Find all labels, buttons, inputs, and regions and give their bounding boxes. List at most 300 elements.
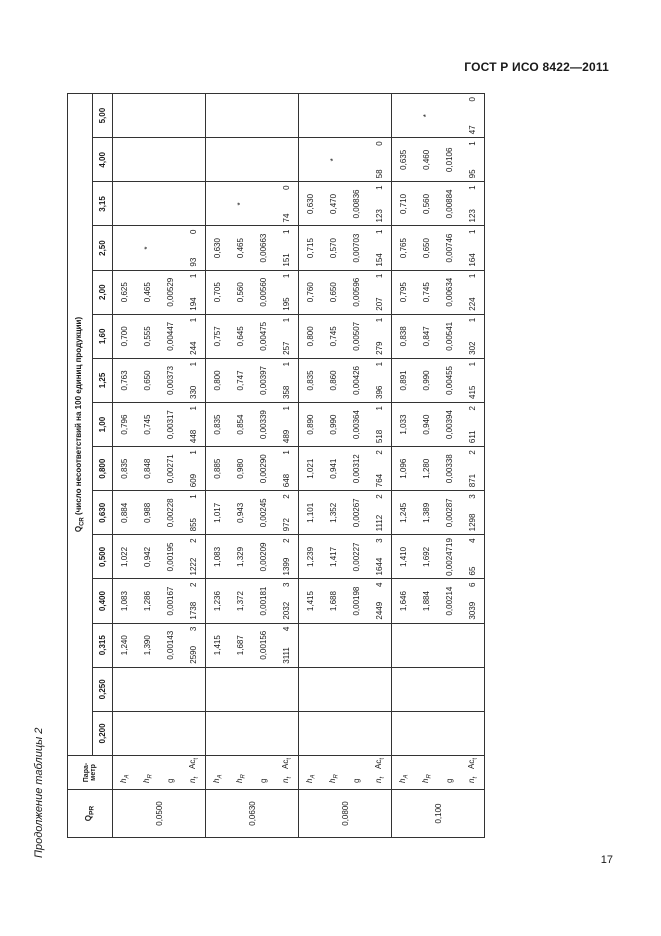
table-row	[113, 94, 137, 838]
hR-cell	[229, 138, 252, 182]
hR-cell: 1,390	[136, 623, 159, 667]
nt-cell	[182, 270, 206, 314]
column-header: 0,630	[93, 491, 113, 535]
qpr-value: 0,0800	[299, 790, 392, 838]
nt-cell	[461, 138, 485, 182]
ac-value: 1	[468, 229, 477, 234]
ac-value: 2	[282, 494, 291, 499]
hA-cell	[113, 182, 137, 226]
g-cell: 0,00198	[345, 579, 368, 623]
nt-cell	[368, 447, 392, 491]
hA-cell: 0,625	[113, 270, 137, 314]
hA-cell: 0,760	[299, 270, 323, 314]
hA-cell: 0,757	[206, 314, 230, 358]
table-row	[275, 94, 299, 838]
table-row	[368, 94, 392, 838]
hR-cell: 1,280	[415, 447, 438, 491]
nt-value: 47	[468, 125, 477, 135]
param-label: $n_t$ $Ac_t$	[182, 756, 206, 790]
hR-cell: 1,372	[229, 579, 252, 623]
column-header: 0,250	[93, 667, 113, 711]
g-cell	[345, 138, 368, 182]
nt-cell	[182, 711, 206, 755]
hA-cell: 0,700	[113, 314, 137, 358]
ac-value: 1	[468, 361, 477, 367]
nt-value: 764	[375, 473, 384, 488]
hR-cell: 0,847	[415, 314, 438, 358]
g-cell	[252, 711, 275, 755]
g-cell: 0,00167	[159, 579, 182, 623]
table-row	[206, 94, 230, 838]
g-cell: 0,00245	[252, 491, 275, 535]
nt-cell	[275, 403, 299, 447]
nt-value: 195	[282, 297, 291, 311]
table-row	[159, 94, 182, 838]
nt-cell	[368, 182, 392, 226]
nt-cell	[461, 226, 485, 270]
nt-value: 302	[468, 341, 477, 355]
hR-cell	[136, 182, 159, 226]
ac-value: 1	[375, 229, 384, 234]
nt-value: 164	[468, 253, 477, 267]
nt-value: 396	[375, 385, 384, 399]
ac-value: 1	[189, 406, 198, 411]
nt-cell	[461, 491, 485, 535]
nt-cell	[182, 535, 206, 579]
nt-cell	[368, 403, 392, 447]
ac-value: 2	[189, 538, 198, 543]
nt-value: 1738	[189, 601, 198, 620]
nt-cell	[275, 667, 299, 711]
rotated-table-container	[67, 93, 581, 838]
qcr-header: $Q_{CR}$ (число несоответствий на 100 единиц продукции)	[68, 94, 93, 756]
g-cell: 0,00312	[345, 447, 368, 491]
hR-cell	[322, 667, 345, 711]
hR-cell: 0,745	[136, 403, 159, 447]
hR-cell: 0,940	[415, 403, 438, 447]
nt-value: 330	[189, 385, 198, 399]
g-cell: 0,00339	[252, 403, 275, 447]
table-row	[345, 94, 368, 838]
data-table	[67, 93, 485, 838]
ac-value: 4	[375, 582, 384, 587]
nt-cell	[368, 711, 392, 755]
hA-cell: 1,096	[392, 447, 416, 491]
nt-value: 448	[189, 429, 198, 444]
hA-cell: 0,795	[392, 270, 416, 314]
hR-cell: 0,942	[136, 535, 159, 579]
nt-value: 65	[468, 566, 477, 576]
table-row	[299, 94, 323, 838]
param-label: $h_R$	[229, 756, 252, 790]
hA-cell	[113, 94, 137, 138]
hA-cell: 1,415	[206, 623, 230, 667]
hA-cell: 0,800	[299, 314, 323, 358]
ac-value: 1	[189, 494, 198, 499]
column-header: 0,500	[93, 535, 113, 579]
hA-cell	[299, 138, 323, 182]
param-label: $n_t$ $Ac_t$	[275, 756, 299, 790]
hR-cell: 0,460	[415, 138, 438, 182]
hA-cell: 0,796	[113, 403, 137, 447]
hA-cell: 0,630	[299, 182, 323, 226]
column-header: 0,315	[93, 623, 113, 667]
hA-cell: 1,410	[392, 535, 416, 579]
g-cell: 0,00214	[438, 579, 461, 623]
nt-value: 2032	[282, 601, 291, 620]
ac-value: 1	[375, 185, 384, 190]
nt-cell	[461, 358, 485, 402]
nt-cell	[182, 403, 206, 447]
hR-cell	[415, 623, 438, 667]
nt-value: 855	[189, 518, 198, 532]
hA-cell	[206, 138, 230, 182]
g-cell: 0,00426	[345, 358, 368, 402]
g-cell	[252, 182, 275, 226]
hR-cell: 0,941	[322, 447, 345, 491]
page-number: 17	[600, 854, 613, 866]
g-cell: 0,00317	[159, 403, 182, 447]
hA-cell: 0,835	[113, 447, 137, 491]
g-cell: 0,00290	[252, 447, 275, 491]
nt-cell	[461, 182, 485, 226]
hR-cell: 0,470	[322, 182, 345, 226]
ac-value: 1	[282, 273, 291, 279]
hA-cell	[206, 182, 230, 226]
table-row	[322, 94, 345, 838]
g-cell	[159, 138, 182, 182]
param-label: $h_R$	[136, 756, 159, 790]
g-cell: 0,00836	[345, 182, 368, 226]
column-header: 1,60	[93, 314, 113, 358]
param-label: $h_A$	[206, 756, 230, 790]
hR-cell	[415, 711, 438, 755]
hR-cell: 1,417	[322, 535, 345, 579]
hR-cell: 0,555	[136, 314, 159, 358]
param-header: Пара- метр	[68, 756, 113, 790]
nt-value: 93	[189, 257, 198, 267]
param-label: $h_A$	[113, 756, 137, 790]
ac-value: 1	[282, 406, 291, 411]
hR-cell: 1,329	[229, 535, 252, 579]
hA-cell: 0,635	[392, 138, 416, 182]
hA-cell: 1,083	[113, 579, 137, 623]
column-header-row	[93, 94, 113, 838]
g-cell: 0,00364	[345, 403, 368, 447]
nt-value: 151	[282, 253, 291, 267]
ac-value: 1	[189, 450, 198, 455]
ac-value: 2	[468, 406, 477, 411]
g-cell	[345, 94, 368, 138]
nt-cell	[461, 447, 485, 491]
hA-cell	[206, 94, 230, 138]
g-cell: 0,00475	[252, 314, 275, 358]
hR-cell	[322, 711, 345, 755]
hA-cell	[113, 667, 137, 711]
hA-cell	[299, 623, 323, 667]
asterisk-marker: *	[322, 138, 345, 182]
hR-cell	[229, 667, 252, 711]
column-header: 5,00	[93, 94, 113, 138]
g-cell: 0,00746	[438, 226, 461, 270]
hA-cell: 0,885	[206, 447, 230, 491]
ac-value: 1	[468, 273, 477, 279]
ac-value: 1	[189, 273, 198, 279]
g-cell: 0,00267	[345, 491, 368, 535]
nt-cell	[461, 579, 485, 623]
ac-value: 2	[189, 582, 198, 587]
nt-cell	[461, 623, 485, 667]
ac-value: 1	[282, 361, 291, 367]
g-cell	[345, 667, 368, 711]
param-label: $h_R$	[415, 756, 438, 790]
g-cell: 0,00529	[159, 270, 182, 314]
nt-value: 1298	[468, 513, 477, 532]
qpr-value: 0,0630	[206, 790, 299, 838]
hR-cell: 0,650	[136, 358, 159, 402]
ac-value: 2	[468, 450, 477, 455]
nt-cell	[182, 623, 206, 667]
nt-value: 871	[468, 473, 477, 488]
nt-cell	[182, 667, 206, 711]
nt-cell	[275, 535, 299, 579]
g-cell: 0,00447	[159, 314, 182, 358]
nt-value: 123	[375, 209, 384, 223]
hR-cell: 0,988	[136, 491, 159, 535]
ac-value: 1	[468, 317, 477, 323]
g-cell: 0,00507	[345, 314, 368, 358]
hA-cell: 0,884	[113, 491, 137, 535]
param-label: g	[159, 756, 182, 790]
g-cell: 0,00209	[252, 535, 275, 579]
hA-cell: 0,705	[206, 270, 230, 314]
nt-value: 154	[375, 253, 384, 267]
table-row	[252, 94, 275, 838]
nt-cell	[182, 138, 206, 182]
asterisk-marker: *	[415, 94, 438, 138]
qpr-value: 0,0500	[113, 790, 206, 838]
hA-cell	[392, 667, 416, 711]
qpr-value: 0,100	[392, 790, 485, 838]
hR-cell: 0,848	[136, 447, 159, 491]
hA-cell	[206, 711, 230, 755]
hA-cell: 1,022	[113, 535, 137, 579]
param-label: $h_A$	[299, 756, 323, 790]
g-cell: 0,00884	[438, 182, 461, 226]
hA-cell	[392, 94, 416, 138]
hR-cell: 1,389	[415, 491, 438, 535]
ac-value: 1	[282, 229, 291, 234]
param-label: $h_R$	[322, 756, 345, 790]
nt-cell	[368, 138, 392, 182]
nt-cell	[182, 314, 206, 358]
nt-value: 244	[189, 341, 198, 355]
nt-cell	[461, 94, 485, 138]
ac-value: 1	[375, 361, 384, 367]
nt-cell	[368, 667, 392, 711]
hA-cell: 1,101	[299, 491, 323, 535]
g-cell: 0,00397	[252, 358, 275, 402]
param-label: g	[345, 756, 368, 790]
g-cell	[159, 667, 182, 711]
asterisk-marker: *	[136, 226, 159, 270]
hA-cell	[299, 667, 323, 711]
ac-value: 3	[189, 626, 198, 632]
hA-cell: 0,715	[299, 226, 323, 270]
g-cell	[159, 94, 182, 138]
table-row	[461, 94, 485, 838]
hA-cell: 0,765	[392, 226, 416, 270]
nt-value: 2590	[189, 645, 198, 664]
hA-cell: 0,835	[206, 403, 230, 447]
ac-value: 0	[468, 97, 477, 102]
ac-value: 1	[375, 406, 384, 411]
param-label: g	[438, 756, 461, 790]
ac-label: $Ac_t$	[187, 758, 200, 770]
nt-cell	[368, 579, 392, 623]
g-cell: 0,00373	[159, 358, 182, 402]
nt-cell	[461, 667, 485, 711]
column-header: 0,400	[93, 579, 113, 623]
hR-cell: 0,990	[415, 358, 438, 402]
nt-cell	[182, 226, 206, 270]
ac-value: 2	[282, 538, 291, 543]
nt-cell	[182, 182, 206, 226]
nt-cell	[182, 447, 206, 491]
nt-value: 1644	[375, 557, 384, 576]
hA-cell	[392, 623, 416, 667]
hR-cell: 0,560	[415, 182, 438, 226]
table-row	[415, 94, 438, 838]
hR-cell	[136, 667, 159, 711]
hR-cell	[229, 711, 252, 755]
nt-cell	[275, 447, 299, 491]
nt-cell	[461, 711, 485, 755]
hA-cell: 1,021	[299, 447, 323, 491]
nt-cell	[182, 94, 206, 138]
column-header: 2,00	[93, 270, 113, 314]
hR-cell: 1,687	[229, 623, 252, 667]
nt-value: 611	[468, 430, 477, 444]
nt-value: 518	[375, 429, 384, 444]
hA-cell: 1,240	[113, 623, 137, 667]
hA-cell	[113, 138, 137, 182]
nt-cell	[275, 358, 299, 402]
nt-cell	[368, 623, 392, 667]
column-header: 0,800	[93, 447, 113, 491]
g-cell	[345, 711, 368, 755]
g-cell: 0,00596	[345, 270, 368, 314]
hR-cell	[322, 94, 345, 138]
hA-cell: 0,838	[392, 314, 416, 358]
param-label: $h_A$	[392, 756, 416, 790]
ac-value: 2	[375, 494, 384, 499]
hA-cell	[299, 94, 323, 138]
nt-cell	[368, 94, 392, 138]
nt-value: 257	[282, 341, 291, 355]
nt-cell	[368, 491, 392, 535]
hR-cell	[322, 623, 345, 667]
hR-cell	[229, 94, 252, 138]
g-cell	[438, 623, 461, 667]
g-cell: 0,00541	[438, 314, 461, 358]
g-cell	[159, 226, 182, 270]
g-cell	[345, 623, 368, 667]
nt-cell	[368, 535, 392, 579]
hA-cell: 0,835	[299, 358, 323, 402]
hR-cell	[136, 138, 159, 182]
ac-value: 3	[282, 582, 291, 587]
nt-value: 279	[375, 341, 384, 355]
table-body	[113, 94, 485, 838]
hA-cell: 0,891	[392, 358, 416, 402]
ac-value: 1	[282, 317, 291, 323]
nt-value: 358	[282, 385, 291, 399]
nt-cell	[461, 314, 485, 358]
nt-cell	[368, 270, 392, 314]
ac-label: $Ac_t$	[373, 758, 386, 770]
hR-cell: 0,650	[415, 226, 438, 270]
hA-cell: 0,630	[206, 226, 230, 270]
nt-cell	[368, 358, 392, 402]
hR-cell: 0,465	[229, 226, 252, 270]
hR-cell: 1,352	[322, 491, 345, 535]
nt-cell	[275, 270, 299, 314]
nt-cell	[275, 579, 299, 623]
hR-cell	[415, 667, 438, 711]
column-header: 0,200	[93, 711, 113, 755]
hR-cell	[136, 94, 159, 138]
hR-cell: 0,980	[229, 447, 252, 491]
hR-cell	[136, 711, 159, 755]
ac-value: 0	[189, 229, 198, 234]
hA-cell: 1,415	[299, 579, 323, 623]
nt-value: 1222	[189, 557, 198, 576]
hR-cell: 0,990	[322, 403, 345, 447]
nt-value: 648	[282, 473, 291, 488]
hR-cell: 1,692	[415, 535, 438, 579]
nt-value: 489	[282, 429, 291, 444]
nt-value: 3111	[282, 647, 291, 664]
hA-cell	[113, 226, 137, 270]
ac-value: 1	[375, 273, 384, 279]
ac-value: 6	[468, 582, 477, 587]
g-cell	[438, 94, 461, 138]
g-cell: 0,00228	[159, 491, 182, 535]
g-cell: 0,0106	[438, 138, 461, 182]
hR-cell: 0,745	[415, 270, 438, 314]
hA-cell: 0,890	[299, 403, 323, 447]
nt-cell	[275, 226, 299, 270]
hR-cell: 0,650	[322, 270, 345, 314]
nt-cell	[275, 314, 299, 358]
g-cell: 0,00634	[438, 270, 461, 314]
g-cell: 0,00394	[438, 403, 461, 447]
hA-cell: 0,800	[206, 358, 230, 402]
qpr-header: $Q_{PR}$	[68, 790, 113, 838]
table-row	[229, 94, 252, 838]
g-cell: 0,00181	[252, 579, 275, 623]
g-cell	[252, 667, 275, 711]
nt-cell	[461, 270, 485, 314]
g-cell	[252, 138, 275, 182]
column-header: 2,50	[93, 226, 113, 270]
ac-value: 1	[468, 141, 477, 146]
table-row	[438, 94, 461, 838]
hA-cell: 1,239	[299, 535, 323, 579]
hR-cell: 0,860	[322, 358, 345, 402]
hA-cell: 1,236	[206, 579, 230, 623]
